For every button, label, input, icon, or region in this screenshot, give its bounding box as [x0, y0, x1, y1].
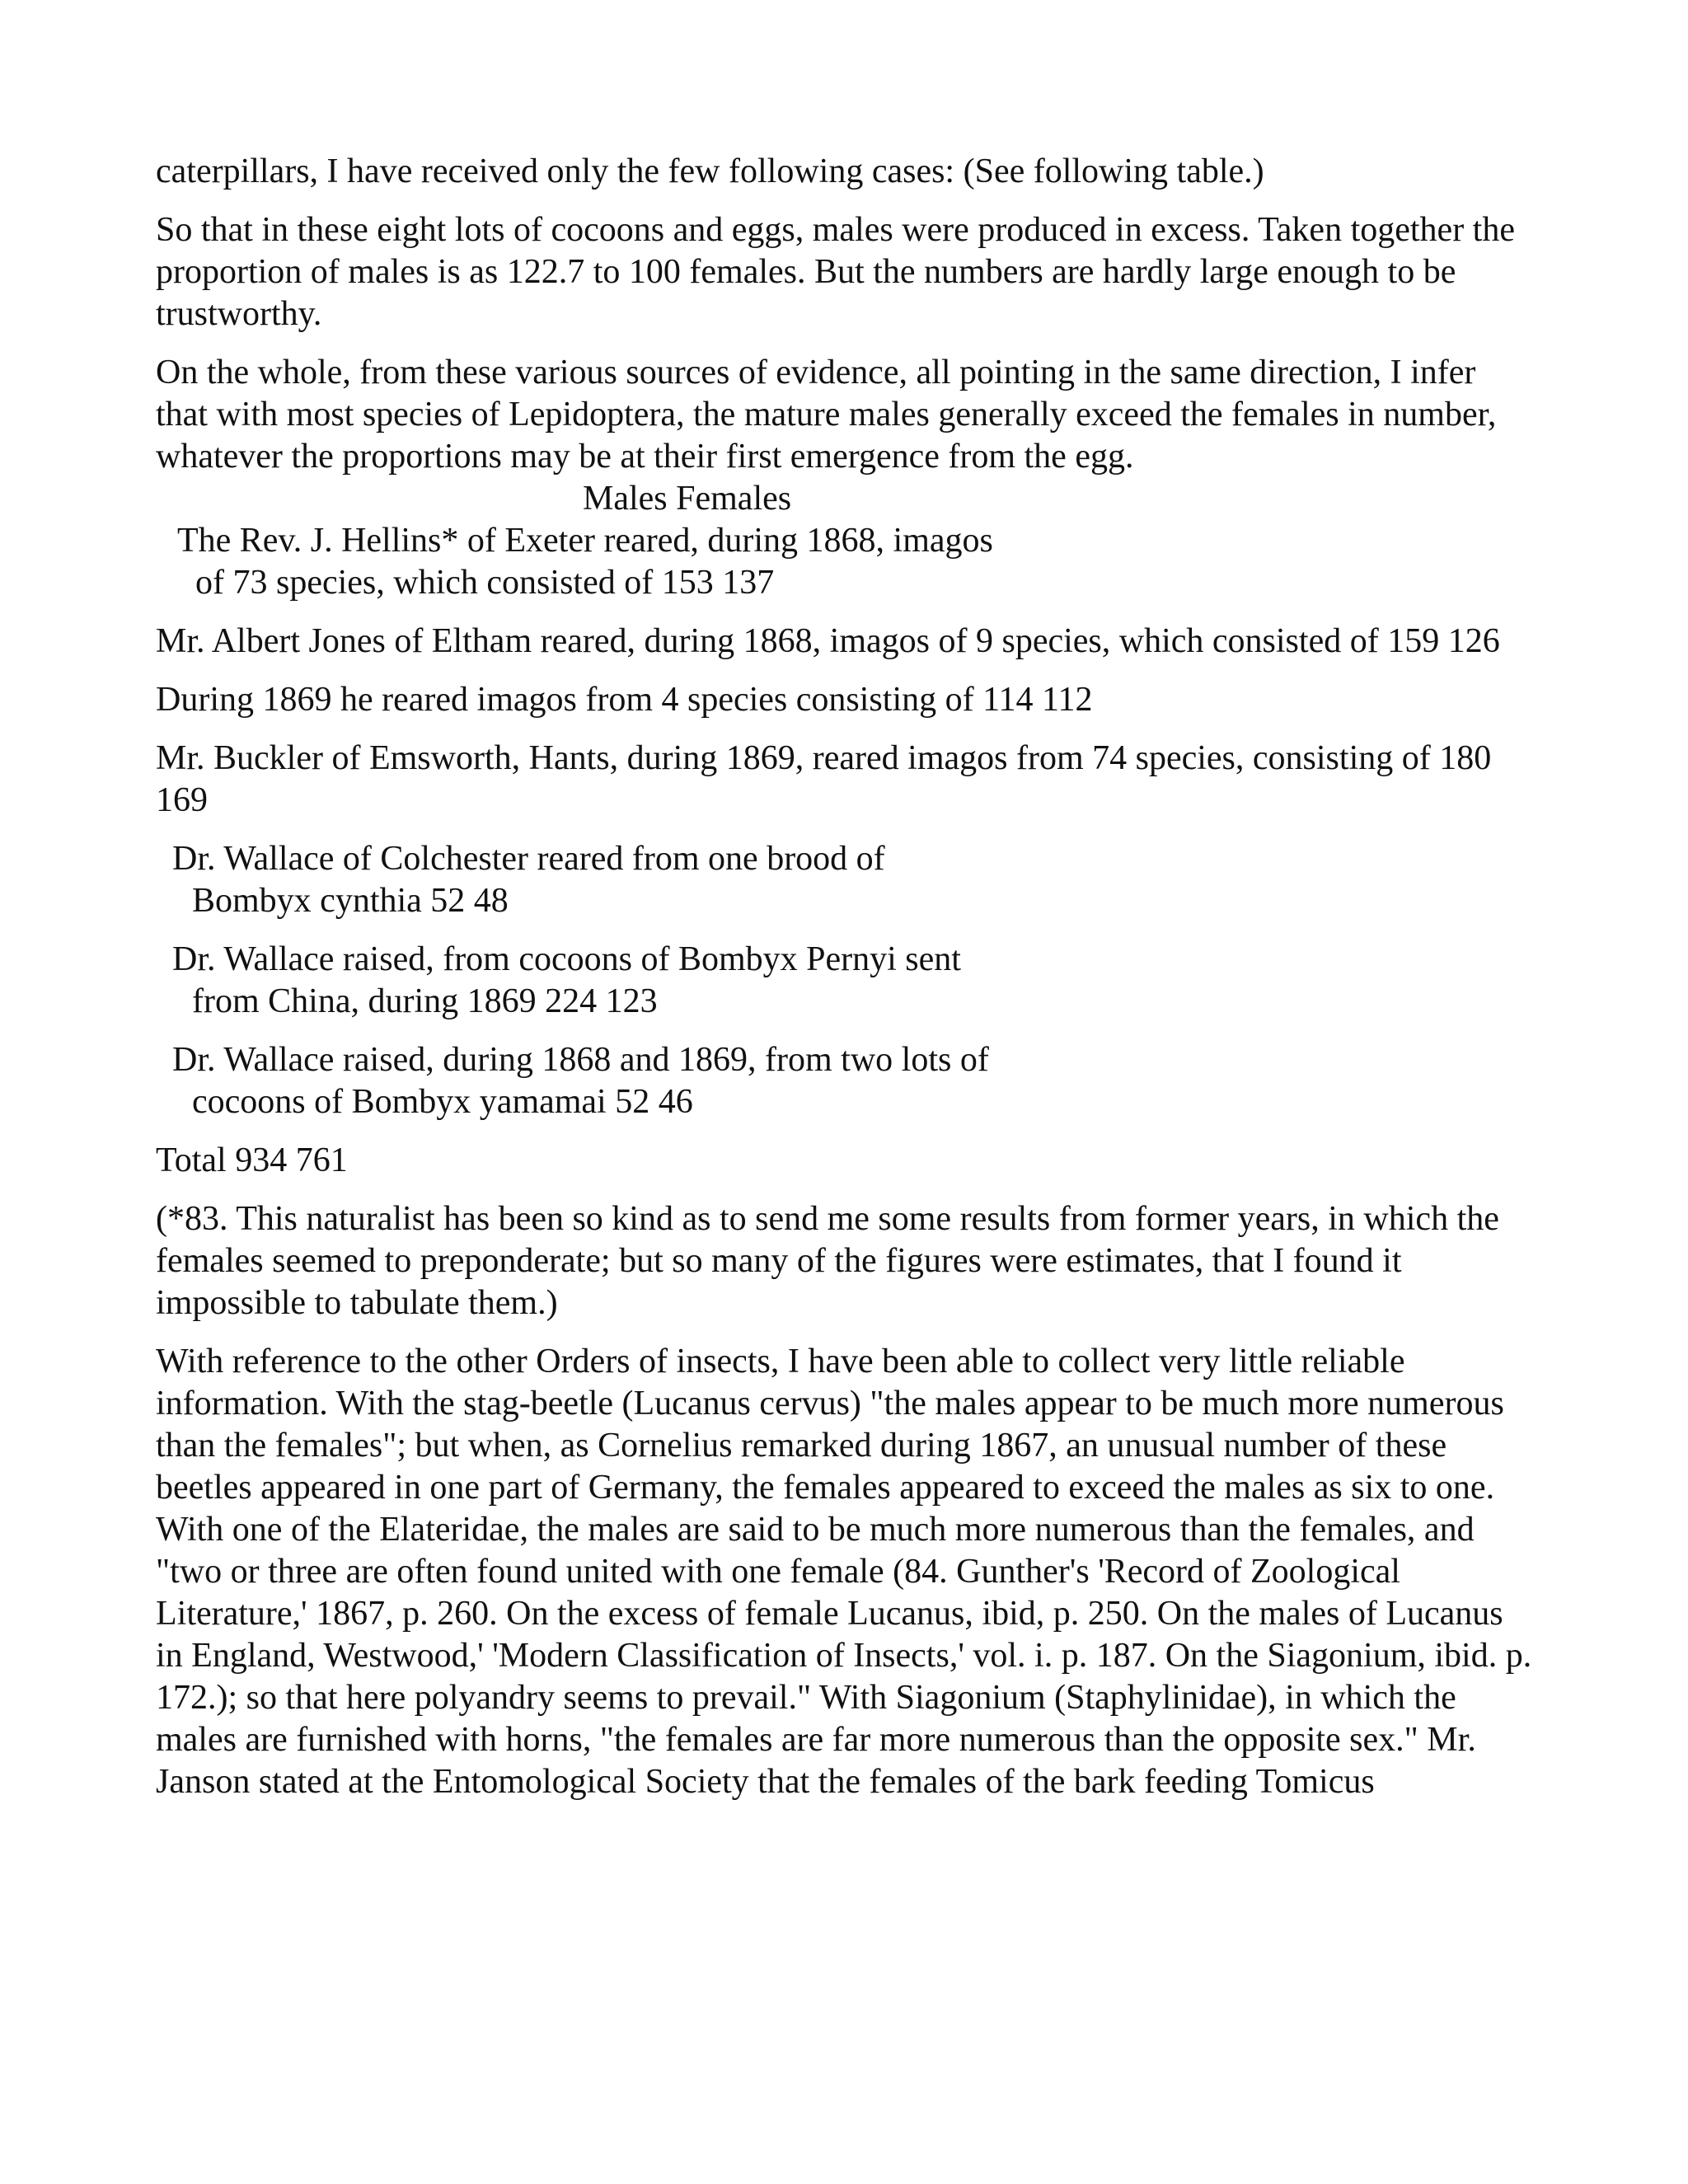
table-row: Dr. Wallace raised, during 1868 and 1869, from two lots of cocoons of Bombyx yamamai 52 46	[172, 1041, 989, 1121]
footnote: (*83. This naturalist has been so kind as to send me some results from former years, in which the females seemed to preponderate; but so many of the figures were estimates, that I found it impossible to tabulate them.)	[156, 1200, 1499, 1322]
table-row: Dr. Wallace of Colchester reared from one brood of Bombyx cynthia 52 48	[172, 840, 885, 920]
table-row: Mr. Buckler of Emsworth, Hants, during 1869, reared imagos from 74 species, consisting of 180 169	[156, 739, 1492, 819]
table-header: Males Females	[583, 480, 792, 518]
table-row: Dr. Wallace raised, from cocoons of Bombyx Pernyi sent from China, during 1869 224 123	[172, 940, 961, 1020]
document-page	[156, 151, 1534, 1820]
table-row: Mr. Albert Jones of Eltham reared, during 1868, imagos of 9 species, which consisted of 159 126	[156, 622, 1500, 660]
paragraph: caterpillars, I have received only the few following cases: (See following table.)	[156, 152, 1264, 190]
table-total: Total 934 761	[156, 1141, 348, 1179]
paragraph: With reference to the other Orders of insects, I have been able to collect very little reliable information. With the stag-beetle (Lucanus cervus) "the males appear to be much more numerous than the females"; but when, as Cornelius remarked during 1867, an unusual number of these beetles appeared in one part of Germany, the females appeared to exceed the males as six to one. With one of the Elateridae, the males are said to be much more numerous than the females, and "two or three are often found united with one female (84. Gunther's 'Record of Zoological Literature,' 1867, p. 260. On the excess of female Lucanus, ibid, p. 250. On the males of Lucanus in England, Westwood,' 'Modern Classification of Insects,' vol. i. p. 187. On the Siagonium, ibid. p. 172.); so that here polyandry seems to prevail." With Siagonium (Staphylinidae), in which the males are furnished with horns, "the females are far more numerous than the opposite sex." Mr. Janson stated at the Entomological Society that the females of the bark feeding Tomicus	[156, 1343, 1532, 1801]
paragraph: On the whole, from these various sources of evidence, all pointing in the same direction, I infer that with most species of Lepidoptera, the mature males generally exceed the females in number, whatever the proportions may be at their first emergence from the egg.	[156, 354, 1497, 476]
table-row: The Rev. J. Hellins* of Exeter reared, during 1868, imagos of 73 species, which consisted of 153 137	[177, 522, 993, 602]
table-row: During 1869 he reared imagos from 4 species consisting of 114 112	[156, 681, 1093, 719]
paragraph: So that in these eight lots of cocoons and eggs, males were produced in excess. Taken together the proportion of males is as 122.7 to 100 females. But the numbers are hardly large enough to be trustworthy.	[156, 211, 1515, 333]
